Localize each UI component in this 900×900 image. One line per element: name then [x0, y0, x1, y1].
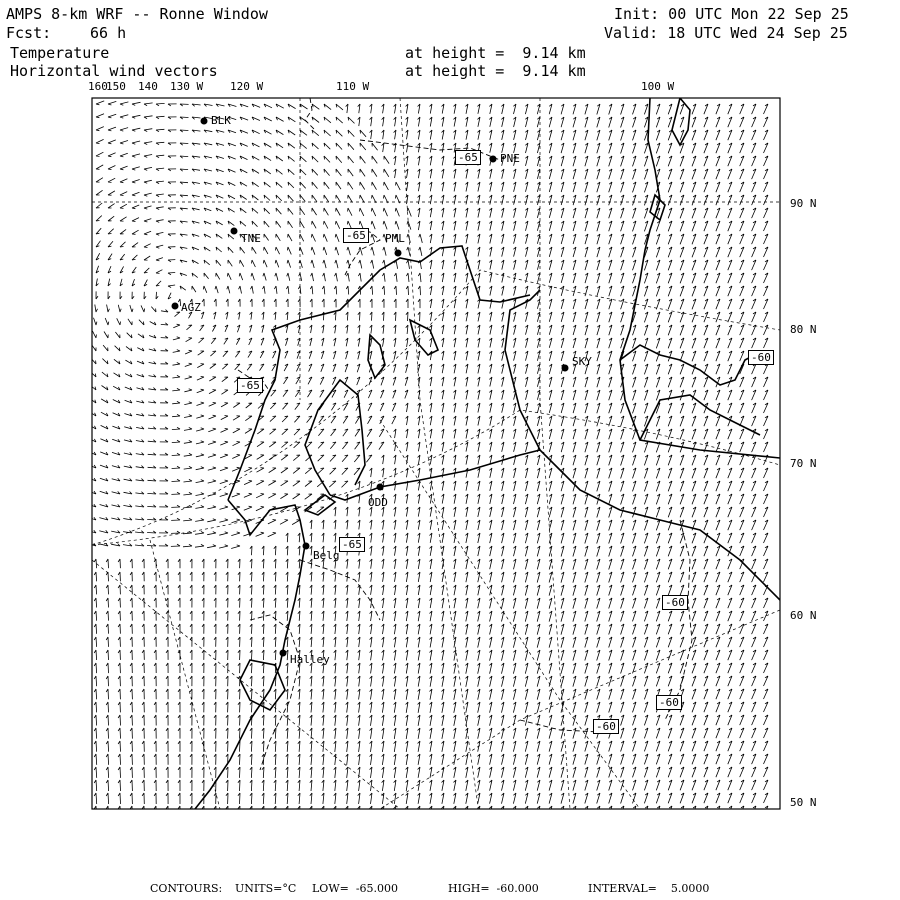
height-wind: at height = 9.14 km: [405, 62, 586, 80]
lat-label-50n: 50 N: [790, 796, 817, 809]
init-time: Init: 00 UTC Mon 22 Sep 25: [614, 5, 849, 23]
field-temperature: Temperature: [10, 44, 110, 62]
contour-label: -65: [237, 378, 263, 393]
contour-label: -65: [455, 150, 481, 165]
station-label-tne: TNE: [241, 232, 261, 245]
station-label-odd: ODD: [368, 496, 388, 509]
lat-label-90n: 90 N: [790, 197, 817, 210]
station-label-sky: SKY: [572, 355, 592, 368]
station-dot-halley: [280, 650, 287, 657]
station-label-belg: Belg: [313, 549, 340, 562]
product-title: AMPS 8-km WRF -- Ronne Window: [6, 5, 268, 23]
footer-units: UNITS=°C: [235, 882, 297, 895]
station-label-blk: BLK: [211, 114, 231, 127]
lon-label-110w: 110 W: [336, 80, 370, 93]
lat-label-80n: 80 N: [790, 323, 817, 336]
station-label-pml: PML: [385, 232, 405, 245]
station-dot-tne: [231, 228, 238, 235]
lon-label-100w: 100 W: [641, 80, 675, 93]
valid-time: Valid: 18 UTC Wed 24 Sep 25: [604, 24, 848, 42]
footer-high: HIGH= -60.000: [448, 882, 539, 895]
forecast-label: Fcst:: [6, 24, 52, 42]
station-dot-blk: [201, 118, 208, 125]
graticule: [92, 98, 780, 820]
lon-label-140: 140: [138, 80, 158, 93]
station-label-halley: Halley: [290, 653, 330, 666]
station-markers: [172, 118, 569, 657]
station-label-agz: AGZ: [181, 301, 201, 314]
height-temperature: at height = 9.14 km: [405, 44, 586, 62]
lat-label-70n: 70 N: [790, 457, 817, 470]
lon-label-120w: 120 W: [230, 80, 264, 93]
station-dot-pml: [395, 250, 402, 257]
lon-label-150: 150: [106, 80, 126, 93]
contour-label: -60: [593, 719, 619, 734]
station-dot-pne: [490, 156, 497, 163]
station-dot-sky: [562, 365, 569, 372]
contour-label: -65: [343, 228, 369, 243]
footer-interval: INTERVAL= 5.0000: [588, 882, 710, 895]
station-dot-agz: [172, 303, 179, 310]
lat-label-60n: 60 N: [790, 609, 817, 622]
footer-low: LOW= -65.000: [312, 882, 399, 895]
contour-label: -60: [656, 695, 682, 710]
contour-label: -60: [748, 350, 774, 365]
field-wind-vectors: Horizontal wind vectors: [10, 62, 218, 80]
station-label-pne: PNE: [500, 152, 520, 165]
station-dot-belg: [303, 543, 310, 550]
lon-label-160: 160: [88, 80, 108, 93]
forecast-hour: 66 h: [90, 24, 127, 42]
contour-label: -60: [662, 595, 688, 610]
station-dot-odd: [377, 484, 384, 491]
footer-contours: CONTOURS:: [150, 882, 223, 895]
lon-label-130w: 130 W: [170, 80, 204, 93]
contour-label: -65: [339, 537, 365, 552]
